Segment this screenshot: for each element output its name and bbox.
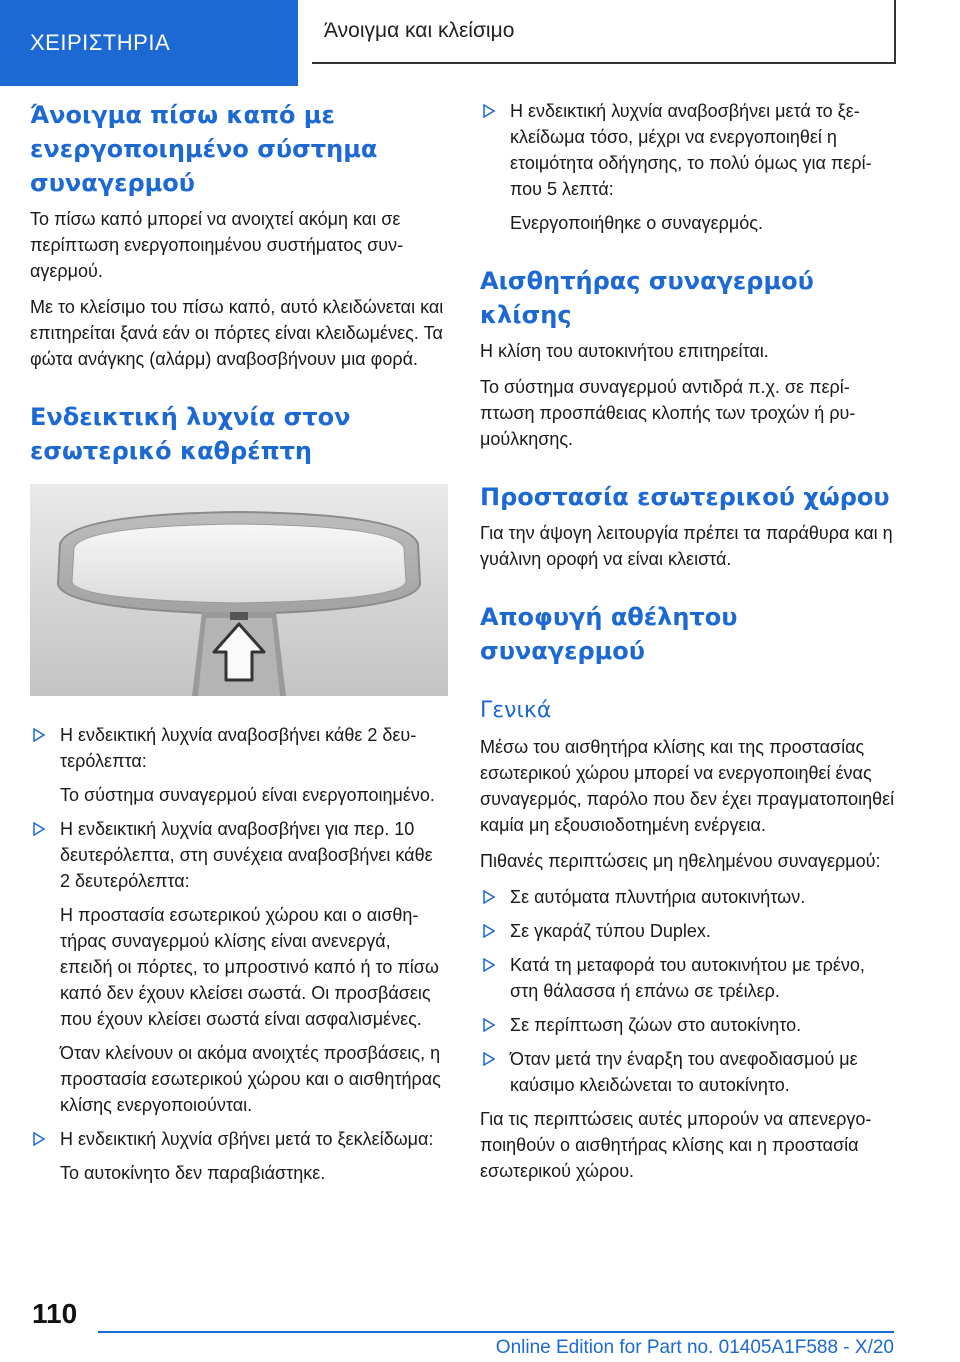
list-item-text: Η ενδεικτική λυχνία αναβοσβήνει κάθε 2 δευτερόλεπτα: [60, 725, 417, 771]
page-number: 110 [32, 1298, 78, 1329]
list-item-subtext: Το αυτοκίνητο δεν παραβιάστηκε. [60, 1163, 326, 1183]
triangle-bullet-icon [32, 1132, 46, 1146]
chapter-title: Άνοιγμα και κλείσιμο [324, 19, 515, 42]
subheading-general: Γενικά [480, 698, 552, 723]
mirror-illustration [30, 484, 448, 696]
list-item-subtext: Ενεργοποιήθηκε ο συναγερμός. [510, 213, 763, 233]
list-item-subtext: Όταν κλείνουν οι ακόμα ανοιχτές προσβάσεις, η προστασία εσωτερικού χώρου και ο αισθητήρας κλίσης ενεργοποιούνται. [60, 1043, 441, 1115]
list-item [480, 1046, 896, 1098]
triangle-bullet-icon [482, 1052, 496, 1066]
list-item-text: Σε αυτόματα πλυντήρια αυτοκινήτων. [510, 887, 806, 907]
paragraph: Πιθανές περιπτώσεις μη ηθελημένου συναγερμού: [480, 851, 881, 871]
list-item-text: Όταν μετά την έναρξη του ανεφοδιασμού με καύσιμο κλειδώνεται το αυτοκίνητο. [510, 1049, 858, 1095]
list-item-text: Η ενδεικτική λυχνία σβήνει μετά το ξεκλείδωμα: [60, 1129, 434, 1149]
triangle-bullet-icon [482, 890, 496, 904]
list-item-subtext: Το σύστημα συναγερμού είναι ενεργοποιημένο. [60, 785, 435, 805]
list-item [480, 918, 896, 944]
heading-tilt-sensor: Αισθητήρας συναγερμού κλίσης [480, 267, 814, 329]
list-item [480, 1012, 896, 1038]
heading-mirror-indicator: Ενδεικτική λυχνία στον εσωτερικό καθρέπτη [30, 403, 351, 465]
triangle-bullet-icon [482, 924, 496, 938]
triangle-bullet-icon [482, 104, 496, 118]
left-column [30, 98, 446, 1194]
triangle-bullet-icon [32, 822, 46, 836]
list-item-text: Η ενδεικτική λυχνία αναβοσβήνει για περ. 10 δευτερόλεπτα, στη συνέχεια αναβοσβήνει κάθε 2 δευτερόλεπτα: [60, 819, 433, 891]
paragraph: Για την άψογη λειτουργία πρέπει τα παράθυρα και η γυάλινη οροφή να είναι κλειστά. [480, 523, 893, 569]
heading-avoid-alarm: Αποφυγή αθέλητου συναγερμού [480, 603, 738, 665]
list-item [30, 722, 446, 808]
paragraph: Η κλίση του αυτοκινήτου επιτηρείται. [480, 341, 769, 361]
triangle-bullet-icon [32, 728, 46, 742]
heading-trunk-alarm: Άνοιγμα πίσω καπό με ενεργοποιημένο σύστημα συναγερμού [30, 101, 378, 197]
footer-divider [98, 1331, 894, 1333]
triangle-bullet-icon [482, 958, 496, 972]
paragraph: Το πίσω καπό μπορεί να ανοιχτεί ακόμη και σε περίπτωση ενεργοποιημένου συστήματος συναγερμού. [30, 209, 404, 281]
list-item-text: Σε περίπτωση ζώων στο αυτοκίνητο. [510, 1015, 802, 1035]
paragraph: Με το κλείσιμο του πίσω καπό, αυτό κλειδώνεται και επιτηρείται ξανά εάν οι πόρτες είναι κλειδωμένες. Τα φώτα ανάγκης (αλάρμ) αναβοσβήνουν μια φορά. [30, 297, 444, 369]
list-item [30, 816, 446, 1118]
edition-note: Online Edition for Part no. 01405A1F588 - X/20 [495, 1337, 894, 1358]
section-title: ΧΕΙΡΙΣΤΗΡΙΑ [30, 30, 171, 55]
list-item-text: Κατά τη μεταφορά του αυτοκινήτου με τρένο, στη θάλασσα ή επάνω σε τρέιλερ. [510, 955, 865, 1001]
indicator-light-icon [230, 612, 248, 620]
list-item-subtext: Η προστασία εσωτερικού χώρου και ο αισθητήρας συναγερμού κλίσης είναι ανενεργά, επειδή οι πόρτες, το μπροστινό καπό ή το πίσω καπό δεν έχουν κλείσει σωστά. Οι προσβάσεις που έχουν κλείσει σωστά είναι ασφαλισμένες. [60, 905, 439, 1029]
chapter-header [312, 0, 896, 64]
list-item [480, 98, 896, 236]
list-item [480, 884, 896, 910]
paragraph: Μέσω του αισθητήρα κλίσης και της προστασίας εσωτερικού χώρου μπορεί να ενεργοποιηθεί ένας συναγερμός, παρόλο που δεν έχει πραγματοποιηθεί καμία μη εξουσιοδοτημένη ενέργεια. [480, 737, 895, 835]
heading-interior-protection: Προστασία εσωτερικού χώρου [480, 483, 890, 511]
right-column [480, 98, 896, 1194]
rearview-mirror-image [30, 484, 448, 696]
paragraph: Για τις περιπτώσεις αυτές μπορούν να απενεργοποιηθούν ο αισθητήρας κλίσης και η προστασία εσωτερικού χώρου. [480, 1109, 872, 1181]
list-item-text: Η ενδεικτική λυχνία αναβοσβήνει μετά το ξεκλείδωμα τόσο, μέχρι να ενεργοποιηθεί η ετοιμότητα οδήγησης, το πολύ όμως για περίπου 5 λεπτά: [510, 101, 872, 199]
list-item-text: Σε γκαράζ τύπου Duplex. [510, 921, 711, 941]
triangle-bullet-icon [482, 1018, 496, 1032]
list-item [480, 952, 896, 1004]
paragraph: Το σύστημα συναγερμού αντιδρά π.χ. σε περίπτωση προσπάθειας κλοπής των τροχών ή ρυμούλκησης. [480, 377, 856, 449]
list-item [30, 1126, 446, 1186]
section-tab [0, 0, 298, 86]
